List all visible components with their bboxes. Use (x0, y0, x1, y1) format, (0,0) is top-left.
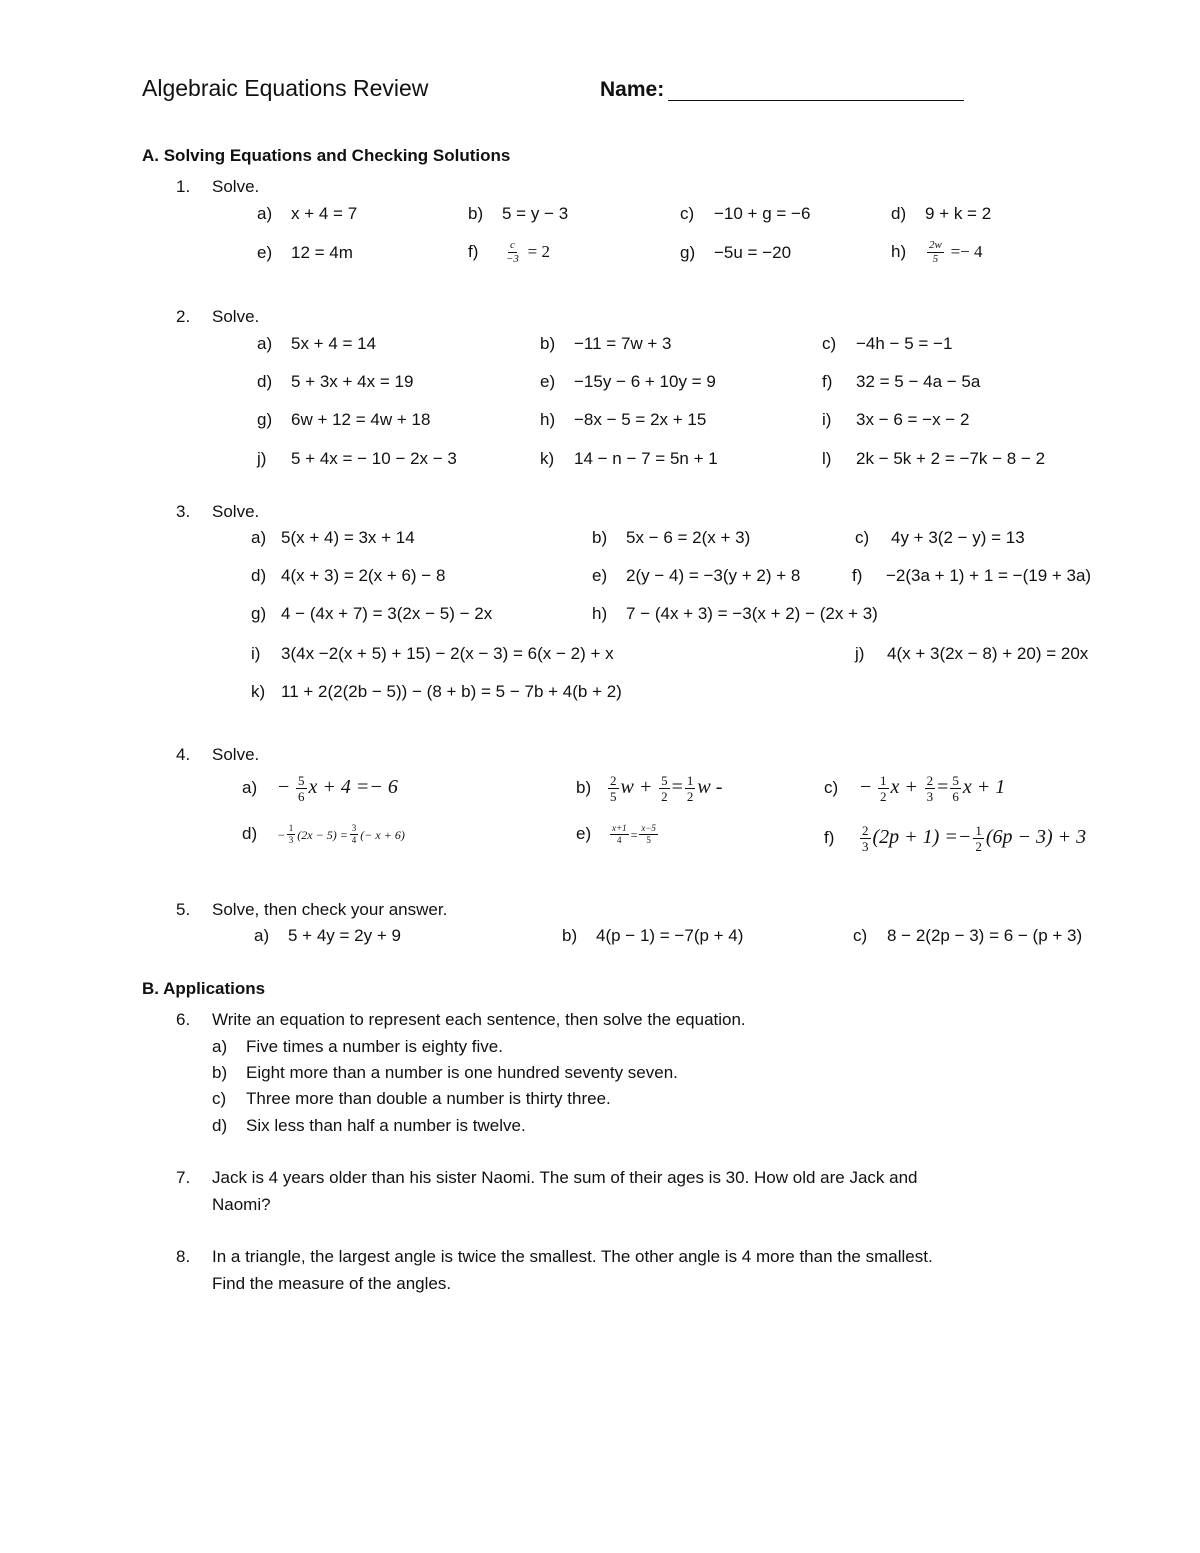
problem-1g: g) −5u = −20 (680, 243, 792, 262)
problem-2c: c) −4h − 5 = −1 (822, 334, 953, 353)
problem-2f: f) 32 = 5 − 4a − 5a (822, 372, 981, 391)
fraction: $\frac{x-5}{5}$ (641, 823, 656, 846)
question-number: 7. (176, 1168, 191, 1187)
problem-3i: i) 3(4x −2(x + 5) + 15) − 2(x − 3) = 6(x − 2) + x (251, 644, 614, 663)
problem-2g: g) 6w + 12 = 4w + 18 (257, 410, 431, 429)
problem-3j: j) 4(x + 3(2x − 8) + 20) = 20x (855, 644, 1089, 663)
problem-2d: d) 5 + 3x + 4x = 19 (257, 372, 414, 391)
fraction: $\frac{1}{3}$ (288, 823, 294, 846)
fraction: $\frac{2}{5}$ (610, 773, 617, 805)
problem-2h: h) −8x − 5 = 2x + 15 (540, 410, 707, 429)
question-prompt: Solve, then check your answer. (212, 900, 448, 919)
problem-3e: e) 2(y − 4) = −3(y + 2) + 8 (592, 566, 801, 585)
question-text: Naomi? (212, 1195, 271, 1214)
problem-2k: k) 14 − n − 7 = 5n + 1 (540, 449, 718, 468)
problem-3k: k) 11 + 2(2(2b − 5)) − (8 + b) = 5 − 7b + 4(b + 2) (251, 682, 622, 701)
problem-2j: j) 5 + 4x = − 10 − 2x − 3 (257, 449, 457, 468)
question-number: 3. (176, 502, 191, 521)
problem-3f: f) −2(3a + 1) + 1 = −(19 + 3a) (852, 566, 1092, 585)
page-title: Algebraic Equations Review (142, 75, 429, 101)
fraction: $\frac{2w}{5}$ (929, 239, 942, 266)
problem-1h: h) $\frac{2w}{5}$ =− 4 (891, 239, 983, 266)
list-item: b) Eight more than a number is one hundred seventy seven. (212, 1063, 678, 1082)
question-prompt: Solve. (212, 502, 260, 521)
problem-4b: b) $\frac{2}{5}$ w + $\frac{5}{2}$ = $\frac{1}{2}$ w - (576, 773, 723, 805)
problem-4f: f) $\frac{2}{3}$ (2p + 1) =− $\frac{1}{2}$ (6p − 3) + 3 (824, 823, 1087, 855)
problem-4e: e) $\frac{x+1}{4}$ = $\frac{x-5}{5}$ (576, 823, 656, 846)
question-prompt: Solve. (212, 307, 260, 326)
fraction: $\frac{3}{4}$ (351, 823, 357, 846)
problem-2i: i) 3x − 6 = −x − 2 (822, 410, 970, 429)
problem-4d: d) − $\frac{1}{3}$ (2x − 5) = $\frac{3}{4}$ (− x + 6) (242, 823, 405, 846)
problem-5b: b) 4(p − 1) = −7(p + 4) (562, 926, 744, 945)
problem-3d: d) 4(x + 3) = 2(x + 6) − 8 (251, 566, 446, 585)
fraction: $\frac{2}{3}$ (862, 823, 869, 855)
list-item: c) Three more than double a number is thirty three. (212, 1089, 611, 1108)
problem-2l: l) 2k − 5k + 2 = −7k − 8 − 2 (822, 449, 1046, 468)
problem-1d: d) 9 + k = 2 (891, 204, 992, 223)
question-prompt: Solve. (212, 745, 260, 764)
fraction: $\frac{2}{3}$ (926, 773, 934, 805)
problem-1b: b) 5 = y − 3 (468, 204, 569, 223)
section-b-title: B. Applications (142, 979, 266, 998)
problem-1f: f) $\frac{c}{-3}$ = 2 (468, 239, 551, 266)
fraction: $\frac{5}{6}$ (952, 773, 959, 805)
problem-3a: a) 5(x + 4) = 3x + 14 (251, 528, 415, 547)
name-label: Name: (600, 78, 665, 101)
problem-1e: e) 12 = 4m (257, 243, 353, 262)
problem-3h: h) 7 − (4x + 3) = −3(x + 2) − (2x + 3) (592, 604, 878, 623)
question-number: 8. (176, 1247, 191, 1266)
problem-4a: a) − $\frac{5}{6}$ x + 4 =− 6 (242, 773, 398, 805)
problem-4c: c) − $\frac{1}{2}$ x + $\frac{2}{3}$ = $\frac{5}{6}$ x + 1 (824, 773, 1006, 805)
fraction: $\frac{5}{6}$ (298, 773, 305, 805)
problem-5a: a) 5 + 4y = 2y + 9 (254, 926, 401, 945)
fraction: $\frac{c}{-3}$ (506, 239, 519, 266)
problem-2e: e) −15y − 6 + 10y = 9 (540, 372, 716, 391)
problem-2a: a) 5x + 4 = 14 (257, 334, 377, 353)
question-prompt: Write an equation to represent each sentence, then solve the equation. (212, 1010, 746, 1029)
question-text: Jack is 4 years older than his sister Naomi. The sum of their ages is 30. How old are Jack and (212, 1168, 918, 1187)
problem-3b: b) 5x − 6 = 2(x + 3) (592, 528, 751, 547)
question-prompt: Solve. (212, 177, 260, 196)
list-item: a) Five times a number is eighty five. (212, 1037, 503, 1056)
fraction: $\frac{x+1}{4}$ (612, 823, 627, 846)
problem-5c: c) 8 − 2(2p − 3) = 6 − (p + 3) (853, 926, 1083, 945)
question-number: 4. (176, 745, 191, 764)
question-text: Find the measure of the angles. (212, 1274, 452, 1293)
question-number: 1. (176, 177, 191, 196)
section-a-title: A. Solving Equations and Checking Solutions (142, 146, 511, 165)
fraction: $\frac{1}{2}$ (975, 823, 982, 855)
question-number: 5. (176, 900, 191, 919)
fraction: $\frac{5}{2}$ (661, 773, 668, 805)
problem-3g: g) 4 − (4x + 7) = 3(2x − 5) − 2x (251, 604, 493, 623)
fraction: $\frac{1}{2}$ (686, 773, 694, 805)
list-item: d) Six less than half a number is twelve. (212, 1116, 526, 1135)
question-number: 2. (176, 307, 191, 326)
problem-3c: c) 4y + 3(2 − y) = 13 (855, 528, 1025, 547)
question-text: In a triangle, the largest angle is twice the smallest. The other angle is 4 more than the smallest. (212, 1247, 933, 1266)
problem-2b: b) −11 = 7w + 3 (540, 334, 672, 353)
question-number: 6. (176, 1010, 191, 1029)
name-field[interactable] (668, 100, 964, 101)
problem-1c: c) −10 + g = −6 (680, 204, 811, 223)
fraction: $\frac{1}{2}$ (880, 773, 887, 805)
problem-1a: a) x + 4 = 7 (257, 204, 358, 223)
